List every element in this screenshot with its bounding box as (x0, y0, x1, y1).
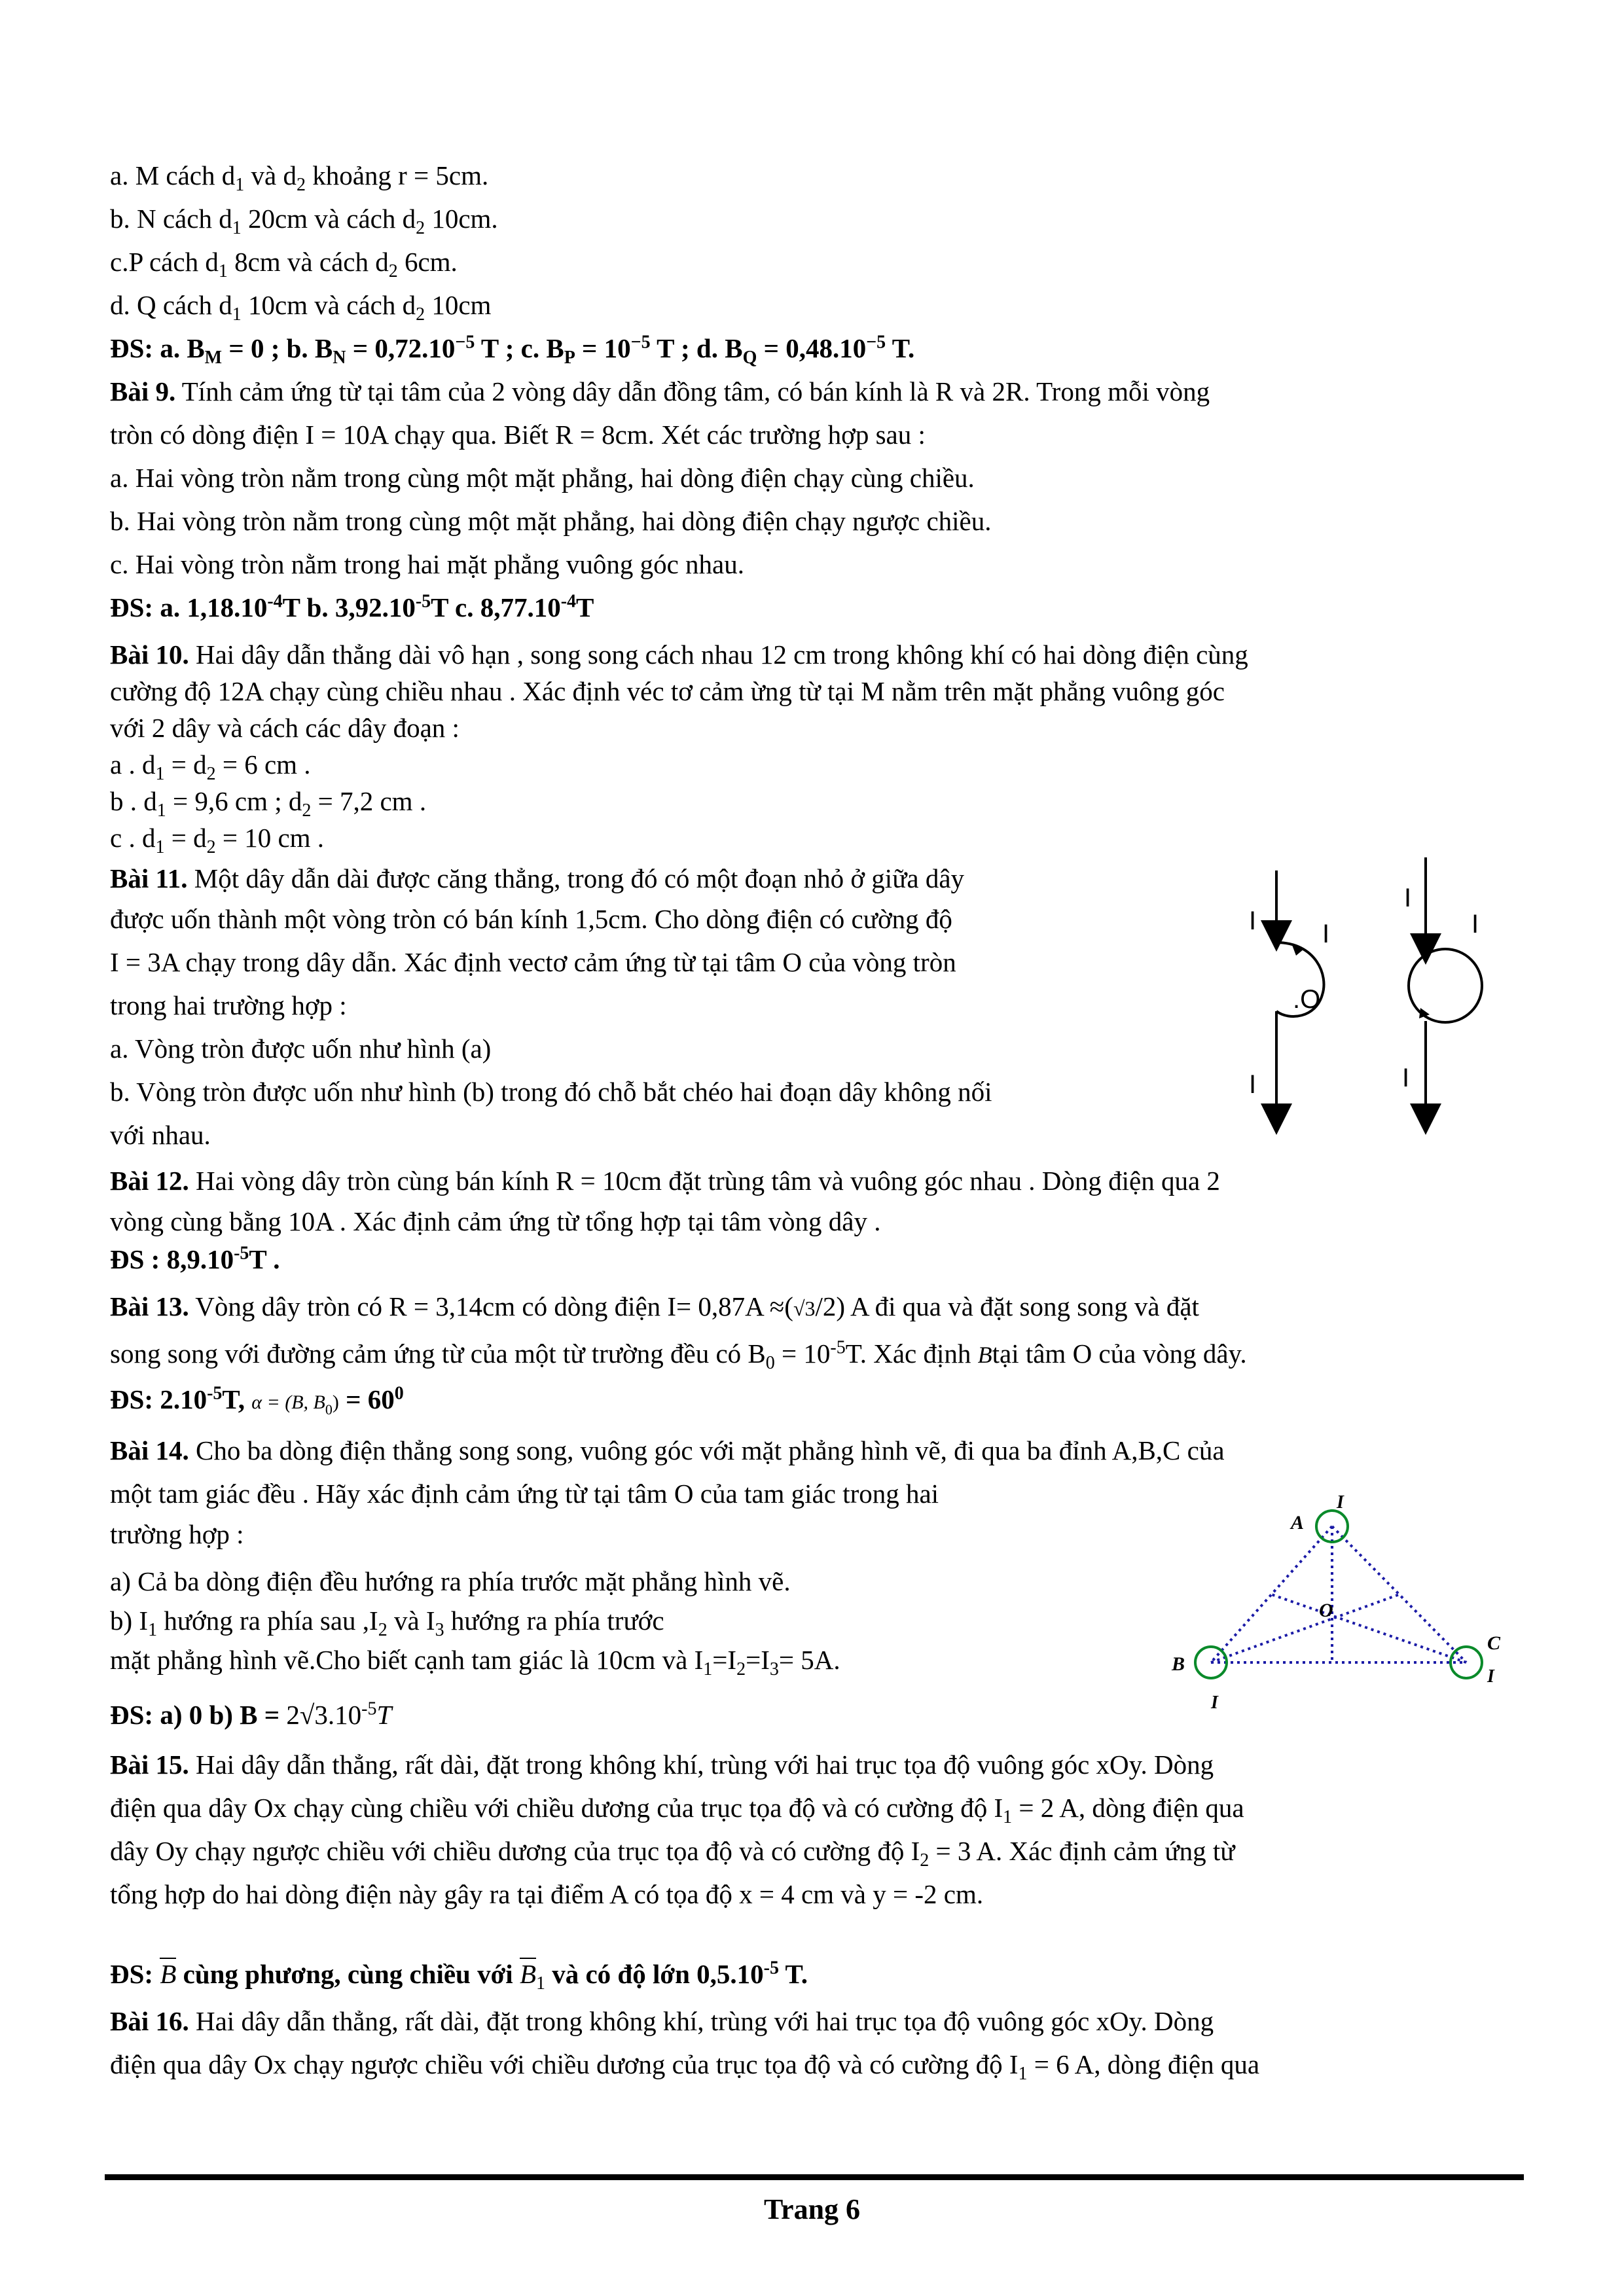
problem-15: Bài 15. Hai dây dẫn thẳng, rất dài, đặt trong không khí, trùng với hai trục tọa độ vuông góc xOy. Dòng (110, 1749, 1214, 1780)
triangle-median (1271, 1594, 1466, 1662)
text-line: với nhau. (110, 1120, 211, 1150)
label-O: O (1319, 1600, 1333, 1621)
label-I: I (1249, 1070, 1257, 1099)
text-line: dây Oy chạy ngược chiều với chiều dương của trục tọa độ và có cường độ $I_2 = 3$ A. Xác định cảm ứng từ (110, 1836, 1235, 1871)
triangle-median (1211, 1594, 1399, 1662)
text-line: vòng cùng bằng 10A . Xác định cảm ứng từ tổng hợp tại tâm vòng dây . (110, 1206, 881, 1236)
problem-12: Bài 12. Hai vòng dây tròn cùng bán kính R = 10cm đặt trùng tâm và vuông góc nhau . Dòng điện qua 2 (110, 1166, 1220, 1196)
text-line: tròn có dòng điện I = 10A chạy qua. Biết R = 8cm. Xét các trường hợp sau : (110, 420, 926, 450)
text-line: mặt phẳng hình vẽ.Cho biết cạnh tam giác là 10cm và $I_1=I_2=I_3= 5A$. (110, 1645, 840, 1680)
text-line: b) $I_1$ hướng ra phía sau $,I_2$ và $I_3$ hướng ra phía trước (110, 1605, 664, 1641)
problem-10: Bài 10. Hai dây dẫn thẳng dài vô hạn , song song cách nhau 12 cm trong không khí có hai dòng điện cùng (110, 639, 1248, 670)
answer-line: ĐS: B cùng phương, cùng chiều với $B_1$ và có độ lớn $0,5.10^{-5}$ T. (110, 1958, 808, 1994)
text-line: trong hai trường hợp : (110, 990, 347, 1020)
text-line: điện qua dây Ox chạy ngược chiều với chiều dương của trục tọa độ và có cường độ $I_1 = 6$ A, dòng điện qua (110, 2049, 1260, 2085)
text-line: c . $d_1 = d_2 = 10$ cm . (110, 823, 325, 858)
answer-line: ĐS: $2.10^{-5}T$, α = (B, $B_0) = 60^0$ (110, 1383, 404, 1418)
label-I: I (1402, 1064, 1410, 1092)
answer-line: ĐS: a. $B_M = 0$ ; b. $B_N = 0,72.10^{-5}$ T ; c. $B_P = 10^{-5}$ T ; d. $B_Q = 0,48.10^{-5}$ T. (110, 332, 915, 368)
text-line: song song với đường cảm ứng từ của một từ trường đều có $B_0 = 10^{-5}T$. Xác định Btại tâm O của vòng dây. (110, 1337, 1247, 1374)
text-line: b. Vòng tròn được uốn như hình (b) trong đó chỗ bắt chéo hai đoạn dây không nối (110, 1077, 992, 1107)
wire-loop-figure (1231, 844, 1532, 1145)
answer-line: ĐS : $8,9.10^{-5}T$ . (110, 1243, 280, 1274)
problem-16: Bài 16. Hai dây dẫn thẳng, rất dài, đặt trong không khí, trùng với hai trục tọa độ vuông góc xOy. Dòng (110, 2006, 1214, 2036)
triangle-figure (1165, 1486, 1532, 1721)
label-C: C (1487, 1632, 1501, 1654)
footer-rule (105, 2174, 1524, 2180)
label-I2: I (1211, 1693, 1218, 1713)
label-I: I (1249, 906, 1257, 935)
label-I: I (1404, 884, 1412, 912)
label-I1: I (1337, 1492, 1344, 1513)
problem-9: Bài 9. Tính cảm ứng từ tại tâm của 2 vòng dây dẫn đồng tâm, có bán kính là R và 2R. Trong mỗi vòng (110, 376, 1210, 406)
text-line: trường hợp : (110, 1519, 244, 1549)
text-line: a. M cách $d_1$ và $d_2$ khoảng r = 5cm. (110, 160, 489, 196)
answer-line: ĐS: a. $1,18.10^{-4}T$ b. $3,92.10^{-5}T$ c. $8,77.10^{-4}T$ (110, 591, 594, 622)
text-line: I = 3A chạy trong dây dẫn. Xác định vectơ cảm ứng từ tại tâm O của vòng tròn (110, 947, 956, 977)
page-number: Trang 6 (763, 2193, 861, 2225)
triangle-side-AC (1332, 1526, 1466, 1662)
problem-13: Bài 13. Vòng dây tròn có R = 3,14cm có dòng điện I= 0,87A ≈(√3/2) A đi qua và đặt song song và đặt (110, 1291, 1199, 1321)
label-A: A (1291, 1512, 1305, 1534)
label-B: B (1172, 1653, 1185, 1675)
label-O: .O (1293, 985, 1321, 1014)
label-I: I (1471, 910, 1479, 939)
text-line: a. Vòng tròn được uốn như hình (a) (110, 1033, 492, 1064)
text-line: tổng hợp do hai dòng điện này gây ra tại điểm A có tọa độ x = 4 cm và y = -2 cm. (110, 1879, 984, 1909)
text-line: a . $d_1 = d_2 = 6$ cm . (110, 749, 311, 785)
text-line: một tam giác đều . Hãy xác định cảm ứng từ tại tâm O của tam giác trong hai (110, 1479, 939, 1509)
answer-line: ĐS: a) 0 b) $B = 2√3.10^{-5}T$ (110, 1698, 392, 1730)
text-line: với 2 dây và cách các dây đoạn : (110, 713, 460, 743)
text-line: b. N cách $d_1$ 20cm và cách $d_2$ 10cm. (110, 204, 498, 239)
text-line: b. Hai vòng tròn nằm trong cùng một mặt phẳng, hai dòng điện chạy ngược chiều. (110, 506, 992, 536)
text-line: a. Hai vòng tròn nằm trong cùng một mặt phẳng, hai dòng điện chạy cùng chiều. (110, 463, 975, 493)
text-line: c.P cách $d_1$ 8cm và cách $d_2$ 6cm. (110, 247, 458, 282)
text-line: b . $d_1 = 9,6$ cm ; $d_2 = 7,2$ cm . (110, 786, 427, 821)
text-line: c. Hai vòng tròn nằm trong hai mặt phẳng vuông góc nhau. (110, 549, 744, 579)
text-line: d. Q cách $d_1$ 10cm và cách $d_2$ 10cm (110, 290, 492, 325)
text-line: điện qua dây Ox chạy cùng chiều với chiều dương của trục tọa độ và có cường độ $I_1 = 2$ A, dòng điện qua (110, 1793, 1244, 1828)
label-I: I (1322, 920, 1330, 948)
triangle-side-AB (1211, 1526, 1332, 1662)
label-I3: I (1487, 1666, 1494, 1687)
problem-14: Bài 14. Cho ba dòng điện thẳng song song, vuông góc với mặt phẳng hình vẽ, đi qua ba đỉnh A,B,C của (110, 1435, 1225, 1465)
text-line: cường độ 12A chạy cùng chiều nhau . Xác định véc tơ cảm ừng từ tại M nằm trên mặt phẳng vuông góc (110, 676, 1225, 706)
text-line: được uốn thành một vòng tròn có bán kính 1,5cm. Cho dòng điện có cường độ (110, 904, 952, 934)
text-line: a) Cả ba dòng điện đều hướng ra phía trước mặt phẳng hình vẽ. (110, 1566, 791, 1596)
problem-11: Bài 11. Một dây dẫn dài được căng thẳng, trong đó có một đoạn nhỏ ở giữa dây (110, 863, 965, 893)
wire-loop (1409, 949, 1482, 1022)
